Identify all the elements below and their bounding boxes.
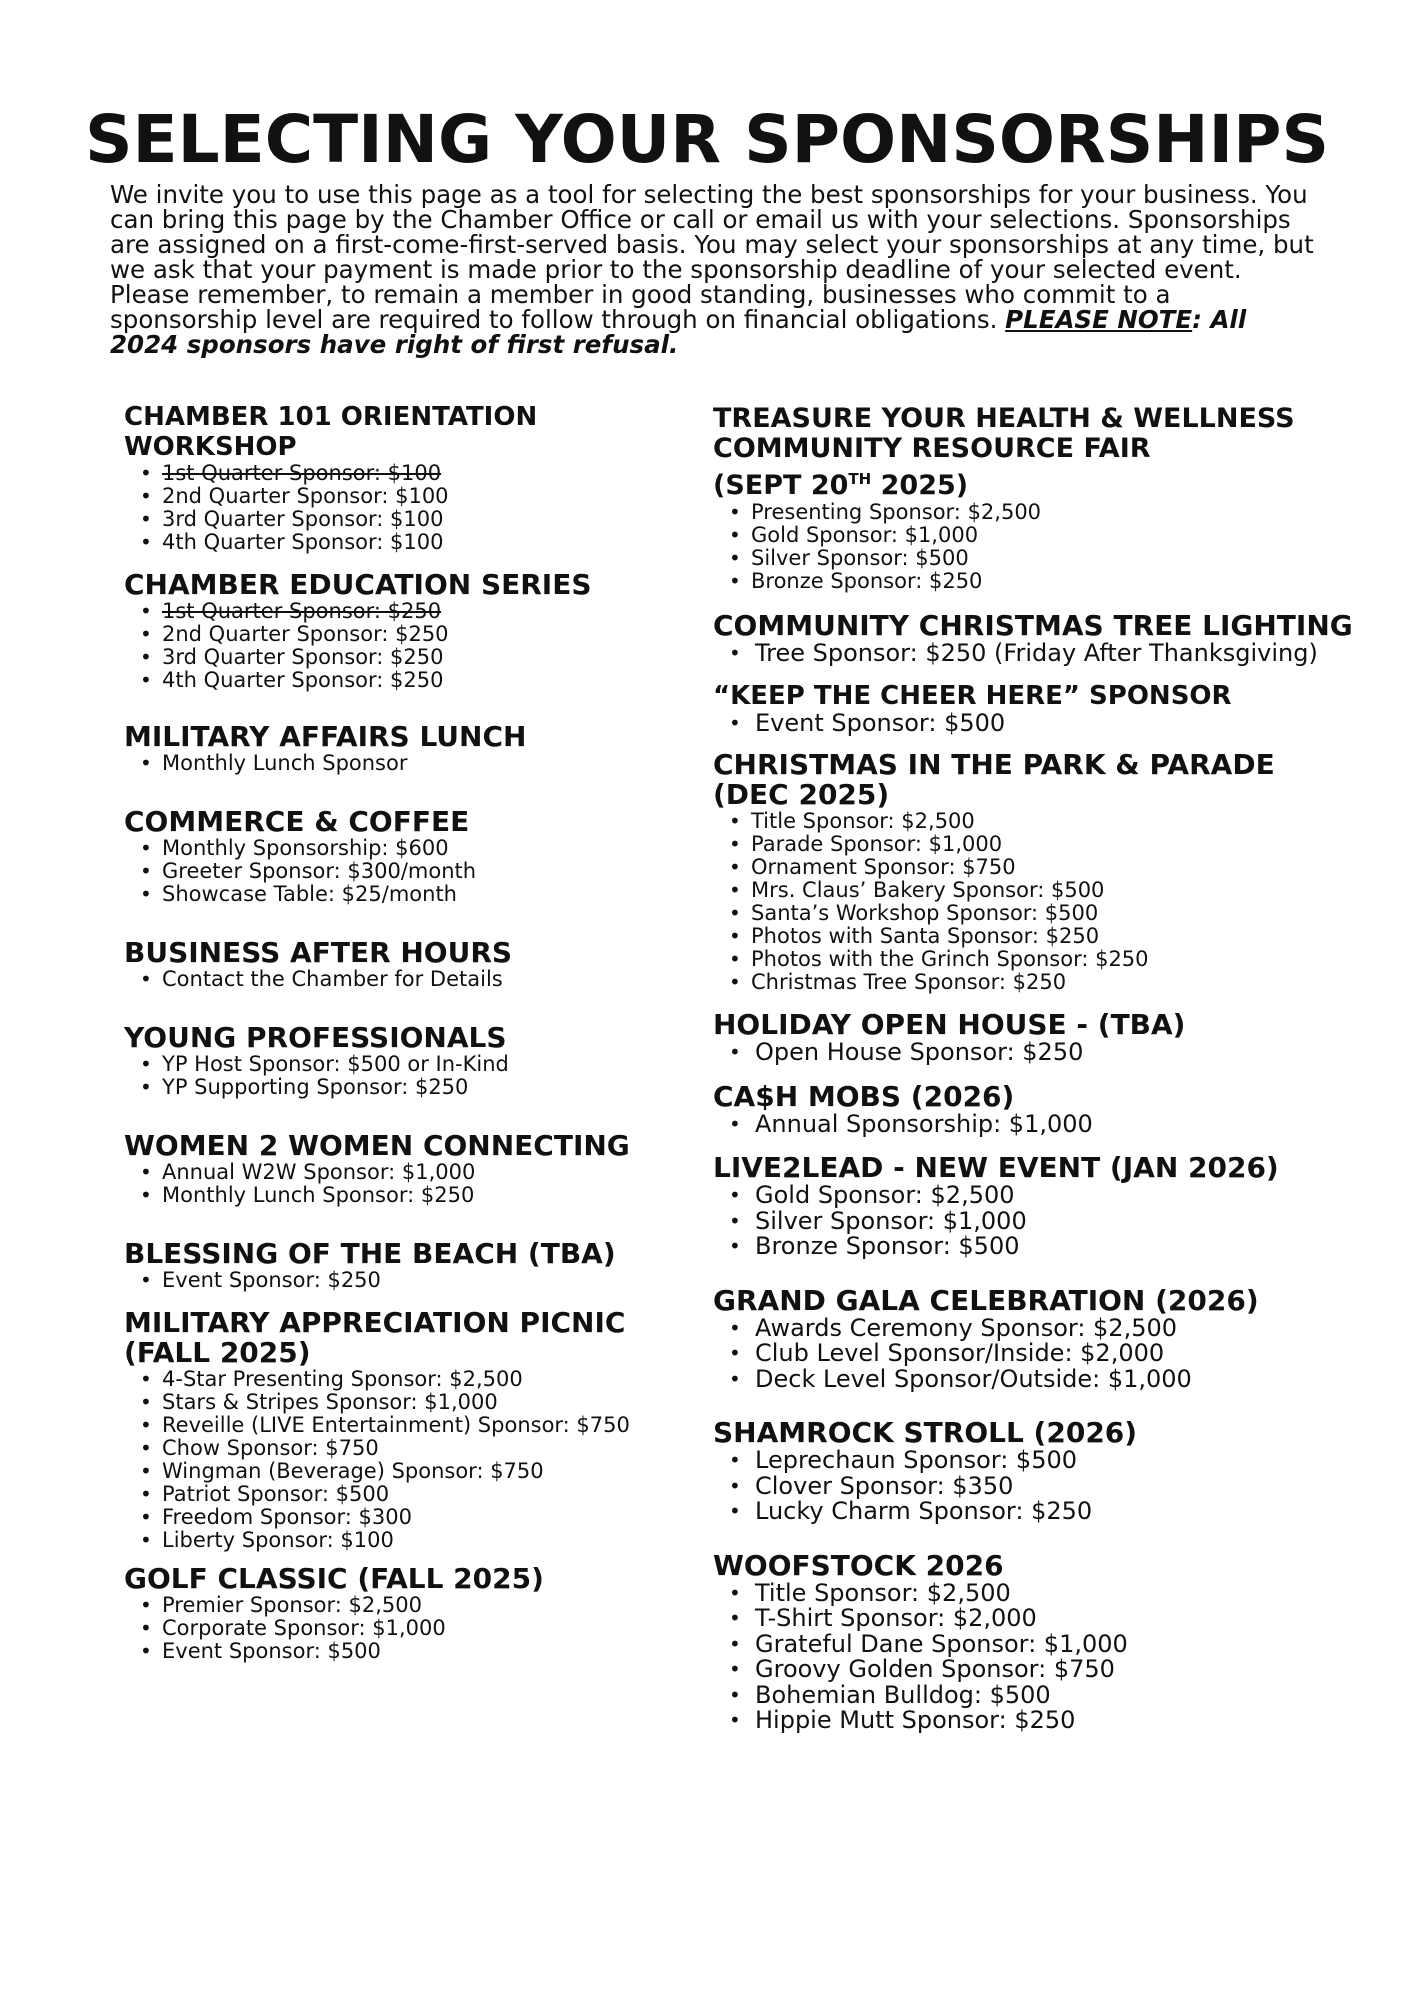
section-health-wellness bbox=[713, 404, 1353, 593]
list-item: • Patriot Sponsor: $500 bbox=[138, 1483, 704, 1506]
list-item: • Chow Sponsor: $750 bbox=[138, 1437, 704, 1460]
intro-paragraph bbox=[110, 182, 1320, 357]
section-heading-line2: COMMUNITY RESOURCE FAIR bbox=[713, 433, 1151, 464]
section-heading: BUSINESS AFTER HOURS bbox=[124, 936, 513, 969]
section-business-after-hours bbox=[124, 938, 704, 991]
section-heading: MILITARY APPRECIATION PICNIC bbox=[124, 1306, 626, 1339]
list-item: • Showcase Table: $25/month bbox=[138, 883, 704, 906]
section-heading: CHAMBER EDUCATION SERIES bbox=[124, 568, 592, 601]
item-list bbox=[124, 462, 704, 554]
section-heading: TREASURE YOUR HEALTH & WELLNESS bbox=[713, 403, 1295, 434]
section-heading: HOLIDAY OPEN HOUSE - (TBA) bbox=[713, 1008, 1186, 1041]
section-heading: SHAMROCK STROLL (2026) bbox=[713, 1416, 1138, 1449]
list-item: • Grateful Dane Sponsor: $1,000 bbox=[727, 1632, 1353, 1658]
item-list bbox=[713, 1578, 1353, 1734]
list-item: • Photos with Santa Sponsor: $250 bbox=[727, 925, 1353, 948]
intro-text: We invite you to use this page as a tool for selecting the best sponsorships for your business. You can bring this page by the Chamber Office or call or email us with your selections. Sponsorships are assigned on a first-come-first-served basis. You may select your sponsorships at any time, but we ask that your payment is made prior to the sponsorship deadline of your selected event. Please remember, to remain a member in good standing, businesses who commit to a sponsorship level are required to follow through on financial obligations. bbox=[110, 180, 1314, 334]
section-heading: GRAND GALA CELEBRATION (2026) bbox=[713, 1283, 1259, 1317]
list-item: • Bronze Sponsor: $500 bbox=[727, 1234, 1353, 1260]
item-list bbox=[124, 1594, 704, 1663]
list-item: • Freedom Sponsor: $300 bbox=[138, 1506, 704, 1529]
list-item: • Photos with the Grinch Sponsor: $250 bbox=[727, 948, 1353, 971]
item-list bbox=[713, 1109, 1353, 1138]
item-list bbox=[713, 1313, 1353, 1393]
list-item: • Monthly Lunch Sponsor bbox=[138, 752, 704, 775]
section-military-picnic bbox=[124, 1308, 704, 1552]
section-heading: CHAMBER 101 ORIENTATION WORKSHOP bbox=[124, 402, 538, 462]
list-item: • Gold Sponsor: $1,000 bbox=[727, 524, 1353, 547]
right-column bbox=[713, 402, 1353, 1734]
section-heading: GOLF CLASSIC (FALL 2025) bbox=[124, 1562, 544, 1595]
list-item: • Open House Sponsor: $250 bbox=[727, 1040, 1353, 1066]
list-item: • Event Sponsor: $500 bbox=[138, 1640, 704, 1663]
list-item: • Clover Sponsor: $350 bbox=[727, 1474, 1353, 1500]
list-item: • Title Sponsor: $2,500 bbox=[727, 1581, 1353, 1607]
list-item: • Presenting Sponsor: $2,500 bbox=[727, 501, 1353, 524]
list-item: • Bohemian Bulldog: $500 bbox=[727, 1683, 1353, 1709]
list-item: • Liberty Sponsor: $100 bbox=[138, 1529, 704, 1552]
list-item: • Hippie Mutt Sponsor: $250 bbox=[727, 1708, 1353, 1734]
section-heading: “KEEP THE CHEER HERE” SPONSOR bbox=[713, 680, 1232, 711]
list-item: • T-Shirt Sponsor: $2,000 bbox=[727, 1606, 1353, 1632]
item-list bbox=[713, 501, 1353, 593]
list-item: • Monthly Sponsorship: $600 bbox=[138, 837, 704, 860]
list-item: • Lucky Charm Sponsor: $250 bbox=[727, 1499, 1353, 1525]
note-text: : All 2024 sponsors have right of first refusal. bbox=[110, 305, 1247, 359]
section-woofstock bbox=[713, 1548, 1353, 1734]
list-item: • Annual Sponsorship: $1,000 bbox=[727, 1112, 1353, 1138]
list-item: • Event Sponsor: $250 bbox=[138, 1269, 704, 1292]
list-item: • Corporate Sponsor: $1,000 bbox=[138, 1617, 704, 1640]
list-item: • 2nd Quarter Sponsor: $100 bbox=[138, 485, 704, 508]
section-heading-line3: (SEPT 20TH 2025) bbox=[713, 470, 969, 501]
section-live2lead bbox=[713, 1153, 1353, 1260]
list-item: • Club Level Sponsor/Inside: $2,000 bbox=[727, 1341, 1353, 1367]
list-item: • Title Sponsor: $2,500 bbox=[727, 810, 1353, 833]
list-item: • Annual W2W Sponsor: $1,000 bbox=[138, 1161, 704, 1184]
section-commerce-coffee bbox=[124, 807, 704, 906]
item-list bbox=[124, 837, 704, 906]
item-list bbox=[124, 1269, 704, 1292]
section-women-2-women bbox=[124, 1131, 704, 1207]
list-item: • Reveille (LIVE Entertainment) Sponsor: $750 bbox=[138, 1414, 704, 1437]
section-christmas-park bbox=[713, 750, 1353, 994]
list-item: • 2nd Quarter Sponsor: $250 bbox=[138, 623, 704, 646]
list-item: • Bronze Sponsor: $250 bbox=[727, 570, 1353, 593]
section-education-series bbox=[124, 570, 704, 692]
section-heading: CA$H MOBS (2026) bbox=[713, 1079, 1015, 1113]
section-tree-lighting bbox=[713, 611, 1353, 667]
section-military-affairs bbox=[124, 722, 704, 775]
list-item: • Awards Ceremony Sponsor: $2,500 bbox=[727, 1316, 1353, 1342]
item-list bbox=[124, 752, 704, 775]
left-column bbox=[124, 402, 704, 1663]
item-list bbox=[713, 1448, 1353, 1525]
item-list bbox=[124, 1053, 704, 1099]
list-item: • Greeter Sponsor: $300/month bbox=[138, 860, 704, 883]
section-cash-mobs bbox=[713, 1079, 1353, 1138]
list-item: • Christmas Tree Sponsor: $250 bbox=[727, 971, 1353, 994]
list-item: • Tree Sponsor: $250 (Friday After Thanksgiving) bbox=[727, 641, 1353, 667]
list-item: • Mrs. Claus’ Bakery Sponsor: $500 bbox=[727, 879, 1353, 902]
item-list bbox=[124, 600, 704, 692]
list-item: • Parade Sponsor: $1,000 bbox=[727, 833, 1353, 856]
section-keep-cheer bbox=[713, 681, 1353, 737]
section-holiday-open-house bbox=[713, 1010, 1353, 1066]
list-item: • Wingman (Beverage) Sponsor: $750 bbox=[138, 1460, 704, 1483]
section-grand-gala bbox=[713, 1283, 1353, 1393]
list-item: • 3rd Quarter Sponsor: $250 bbox=[138, 646, 704, 669]
section-shamrock-stroll bbox=[713, 1418, 1353, 1525]
section-blessing-beach bbox=[124, 1239, 704, 1292]
list-item: • 4th Quarter Sponsor: $100 bbox=[138, 531, 704, 554]
section-heading-line2: (FALL 2025) bbox=[124, 1336, 311, 1369]
list-item: • 3rd Quarter Sponsor: $100 bbox=[138, 508, 704, 531]
section-heading: MILITARY AFFAIRS LUNCH bbox=[124, 720, 527, 753]
list-item: • Premier Sponsor: $2,500 bbox=[138, 1594, 704, 1617]
section-heading: BLESSING OF THE BEACH (TBA) bbox=[124, 1237, 616, 1270]
list-item: • 1st Quarter Sponsor: $100 bbox=[138, 462, 704, 485]
section-golf-classic bbox=[124, 1564, 704, 1663]
section-heading: COMMUNITY CHRISTMAS TREE LIGHTING bbox=[713, 609, 1353, 642]
list-item: • Gold Sponsor: $2,500 bbox=[727, 1183, 1353, 1209]
page-title: SELECTING YOUR SPONSORSHIPS bbox=[84, 101, 1330, 178]
list-item: • Stars & Stripes Sponsor: $1,000 bbox=[138, 1391, 704, 1414]
list-item: • Ornament Sponsor: $750 bbox=[727, 856, 1353, 879]
section-chamber-101 bbox=[124, 402, 704, 554]
list-item: • Santa’s Workshop Sponsor: $500 bbox=[727, 902, 1353, 925]
section-heading: LIVE2LEAD - NEW EVENT (JAN 2026) bbox=[713, 1151, 1279, 1184]
list-item: • Contact the Chamber for Details bbox=[138, 968, 704, 991]
list-item: • Event Sponsor: $500 bbox=[727, 711, 1353, 737]
section-heading-line2: (DEC 2025) bbox=[713, 778, 890, 811]
list-item: • Monthly Lunch Sponsor: $250 bbox=[138, 1184, 704, 1207]
section-young-professionals bbox=[124, 1023, 704, 1099]
item-list bbox=[713, 641, 1353, 667]
section-heading: CHRISTMAS IN THE PARK & PARADE bbox=[713, 748, 1275, 781]
section-heading: WOMEN 2 WOMEN CONNECTING bbox=[124, 1129, 630, 1162]
list-item: • Silver Sponsor: $1,000 bbox=[727, 1209, 1353, 1235]
list-item: • 4th Quarter Sponsor: $250 bbox=[138, 669, 704, 692]
item-list bbox=[713, 1040, 1353, 1066]
item-list bbox=[124, 968, 704, 991]
list-item: • 4-Star Presenting Sponsor: $2,500 bbox=[138, 1368, 704, 1391]
section-heading: WOOFSTOCK 2026 bbox=[713, 1548, 1004, 1582]
item-list bbox=[124, 1161, 704, 1207]
list-item: • Silver Sponsor: $500 bbox=[727, 547, 1353, 570]
item-list bbox=[713, 1183, 1353, 1260]
list-item: • Deck Level Sponsor/Outside: $1,000 bbox=[727, 1367, 1353, 1393]
list-item: • 1st Quarter Sponsor: $250 bbox=[138, 600, 704, 623]
section-heading: YOUNG PROFESSIONALS bbox=[124, 1021, 507, 1054]
list-item: • Groovy Golden Sponsor: $750 bbox=[727, 1657, 1353, 1683]
item-list bbox=[124, 1368, 704, 1552]
item-list bbox=[713, 708, 1353, 737]
note-label: PLEASE NOTE bbox=[1005, 305, 1193, 334]
section-heading: COMMERCE & COFFEE bbox=[124, 805, 470, 838]
list-item: • Leprechaun Sponsor: $500 bbox=[727, 1448, 1353, 1474]
item-list bbox=[713, 810, 1353, 994]
list-item: • YP Host Sponsor: $500 or In-Kind bbox=[138, 1053, 704, 1076]
list-item: • YP Supporting Sponsor: $250 bbox=[138, 1076, 704, 1099]
